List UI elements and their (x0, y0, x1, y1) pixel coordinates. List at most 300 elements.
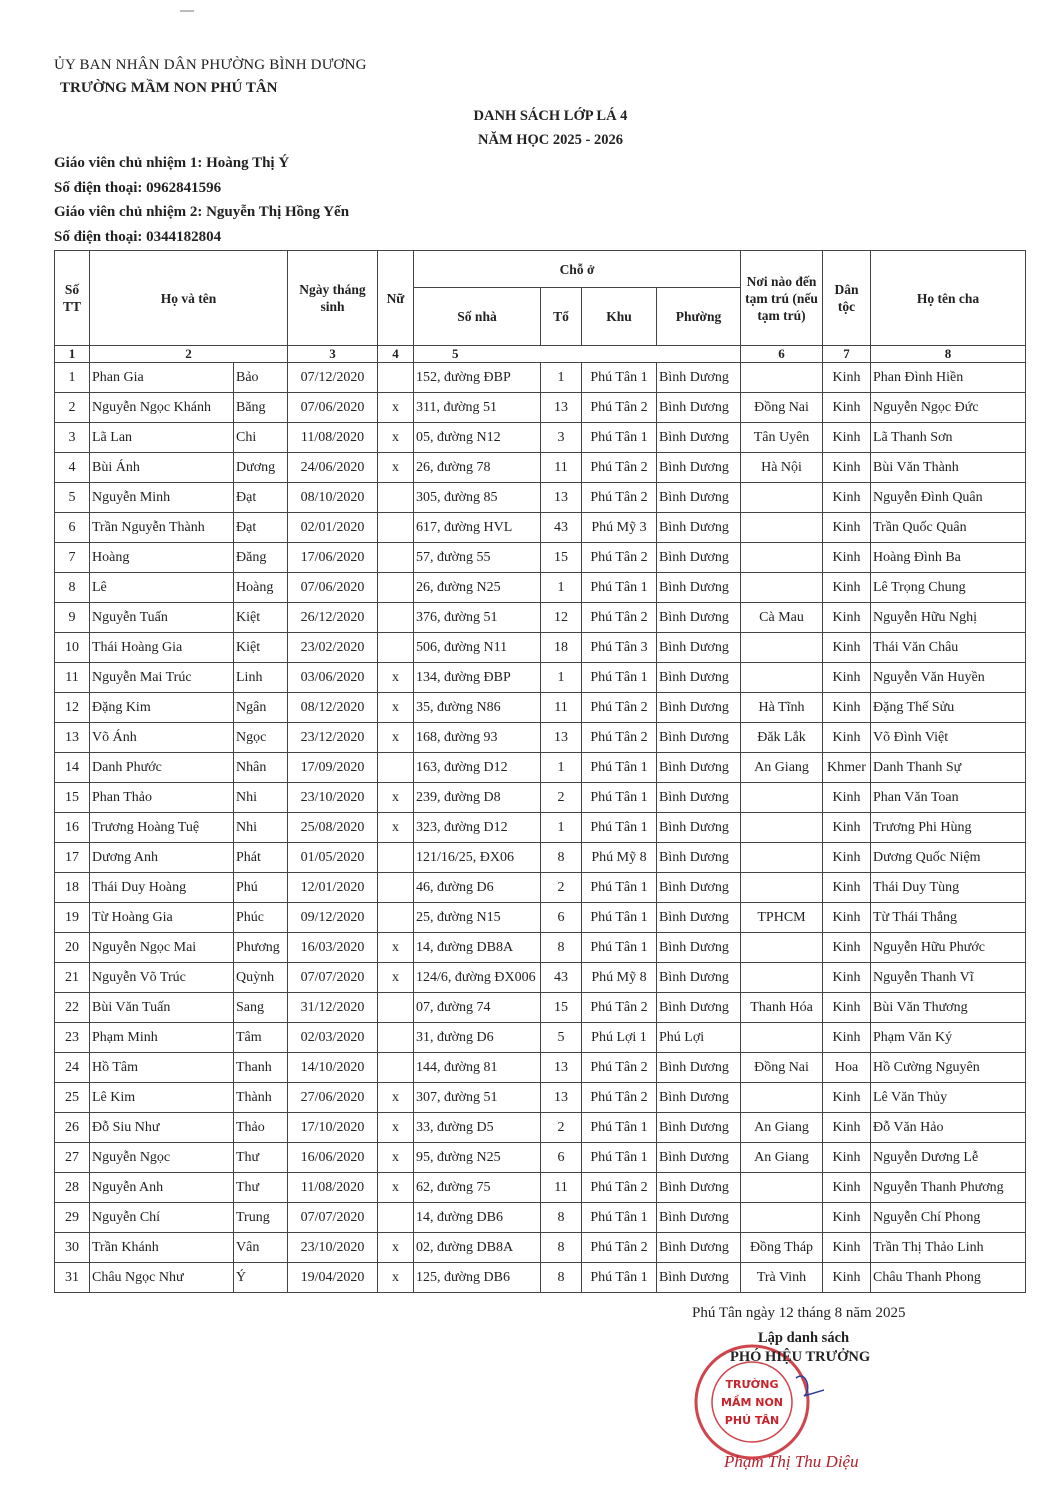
teacher-2-phone: Số điện thoại: 0344182804 (54, 229, 222, 245)
header-father: Họ tên cha (871, 251, 1026, 346)
student-khu: Phú Tân 1 (582, 573, 657, 603)
student-dob: 02/03/2020 (288, 1023, 378, 1053)
student-phuong: Bình Dương (657, 1143, 741, 1173)
student-dob: 17/10/2020 (288, 1113, 378, 1143)
col-num: 2 (90, 346, 288, 363)
student-ethnicity: Hoa (823, 1053, 871, 1083)
student-father-name: Phan Đình Hiền (871, 363, 1026, 393)
student-number: 10 (55, 633, 90, 663)
student-to: 18 (541, 633, 582, 663)
student-dob: 25/08/2020 (288, 813, 378, 843)
student-surname: Nguyễn Ngọc Khánh (90, 393, 234, 423)
student-father-name: Thái Văn Châu (871, 633, 1026, 663)
student-phuong: Bình Dương (657, 843, 741, 873)
student-father-name: Nguyễn Đình Quân (871, 483, 1026, 513)
table-row (55, 663, 1026, 693)
student-khu: Phú Tân 2 (582, 1173, 657, 1203)
student-temp-residence (741, 933, 823, 963)
student-surname: Hồ Tâm (90, 1053, 234, 1083)
scan-mark (180, 10, 194, 12)
student-surname: Thái Hoàng Gia (90, 633, 234, 663)
student-dob: 08/10/2020 (288, 483, 378, 513)
student-dob: 07/07/2020 (288, 963, 378, 993)
signer-name: Phạm Thị Thu Diệu (724, 1452, 859, 1471)
student-female-mark (378, 993, 414, 1023)
student-khu: Phú Tân 1 (582, 1143, 657, 1173)
student-temp-residence: Trà Vinh (741, 1263, 823, 1293)
student-father-name: Trần Quốc Quân (871, 513, 1026, 543)
student-temp-residence (741, 1023, 823, 1053)
student-phuong: Bình Dương (657, 933, 741, 963)
student-ethnicity: Kinh (823, 453, 871, 483)
student-female-mark: x (378, 933, 414, 963)
student-ethnicity: Kinh (823, 723, 871, 753)
student-given-name: Đạt (234, 483, 288, 513)
student-house-address: 152, đường ĐBP (414, 363, 541, 393)
student-house-address: 144, đường 81 (414, 1053, 541, 1083)
student-house-address: 323, đường D12 (414, 813, 541, 843)
table-row (55, 393, 1026, 423)
student-female-mark (378, 633, 414, 663)
student-house-address: 31, đường D6 (414, 1023, 541, 1053)
table-row (55, 993, 1026, 1023)
student-to: 8 (541, 1263, 582, 1293)
student-surname: Lê (90, 573, 234, 603)
student-number: 19 (55, 903, 90, 933)
column-number-row (55, 346, 1026, 363)
student-female-mark: x (378, 1113, 414, 1143)
student-surname: Từ Hoàng Gia (90, 903, 234, 933)
student-phuong: Bình Dương (657, 1083, 741, 1113)
student-given-name: Quỳnh (234, 963, 288, 993)
student-surname: Nguyễn Minh (90, 483, 234, 513)
student-father-name: Trương Phi Hùng (871, 813, 1026, 843)
student-phuong: Bình Dương (657, 393, 741, 423)
student-to: 8 (541, 843, 582, 873)
student-khu: Phú Tân 1 (582, 1113, 657, 1143)
table-row (55, 513, 1026, 543)
student-dob: 09/12/2020 (288, 903, 378, 933)
header-stt: Số TT (55, 251, 90, 346)
student-phuong: Bình Dương (657, 693, 741, 723)
table-row (55, 603, 1026, 633)
student-female-mark (378, 513, 414, 543)
table-row (55, 423, 1026, 453)
student-surname: Nguyễn Võ Trúc (90, 963, 234, 993)
col-num: 1 (55, 346, 90, 363)
student-given-name: Băng (234, 393, 288, 423)
student-dob: 11/08/2020 (288, 423, 378, 453)
student-female-mark: x (378, 1083, 414, 1113)
student-father-name: Nguyễn Chí Phong (871, 1203, 1026, 1233)
student-given-name: Bảo (234, 363, 288, 393)
school-year: NĂM HỌC 2025 - 2026 (478, 132, 623, 148)
student-surname: Đỗ Siu Như (90, 1113, 234, 1143)
student-father-name: Phạm Văn Ký (871, 1023, 1026, 1053)
student-number: 3 (55, 423, 90, 453)
student-number: 24 (55, 1053, 90, 1083)
header-name: Họ và tên (90, 251, 288, 346)
student-given-name: Vân (234, 1233, 288, 1263)
student-female-mark: x (378, 1143, 414, 1173)
student-table (54, 250, 1026, 1293)
student-ethnicity: Kinh (823, 933, 871, 963)
student-house-address: 57, đường 55 (414, 543, 541, 573)
student-to: 15 (541, 993, 582, 1023)
student-to: 2 (541, 1113, 582, 1143)
header-to: Tổ (541, 288, 582, 346)
student-given-name: Sang (234, 993, 288, 1023)
student-number: 31 (55, 1263, 90, 1293)
student-dob: 17/09/2020 (288, 753, 378, 783)
student-number: 15 (55, 783, 90, 813)
table-row (55, 1203, 1026, 1233)
student-given-name: Thảo (234, 1113, 288, 1143)
student-surname: Lê Kim (90, 1083, 234, 1113)
student-female-mark (378, 483, 414, 513)
student-temp-residence: Thanh Hóa (741, 993, 823, 1023)
student-father-name: Bùi Văn Thương (871, 993, 1026, 1023)
student-house-address: 35, đường N86 (414, 693, 541, 723)
student-khu: Phú Tân 1 (582, 663, 657, 693)
student-female-mark: x (378, 393, 414, 423)
student-house-address: 125, đường DB6 (414, 1263, 541, 1293)
student-to: 6 (541, 1143, 582, 1173)
student-father-name: Thái Duy Tùng (871, 873, 1026, 903)
student-father-name: Danh Thanh Sự (871, 753, 1026, 783)
stamp-text-1: TRƯỜNG (725, 1378, 779, 1391)
student-number: 29 (55, 1203, 90, 1233)
student-to: 11 (541, 1173, 582, 1203)
student-house-address: 02, đường DB8A (414, 1233, 541, 1263)
student-to: 8 (541, 1233, 582, 1263)
student-given-name: Tâm (234, 1023, 288, 1053)
teacher-1-phone: Số điện thoại: 0962841596 (54, 180, 222, 196)
student-ethnicity: Kinh (823, 603, 871, 633)
header-khu: Khu (582, 288, 657, 346)
student-father-name: Châu Thanh Phong (871, 1263, 1026, 1293)
student-ethnicity: Kinh (823, 1233, 871, 1263)
table-row (55, 363, 1026, 393)
student-house-address: 124/6, đường ĐX006 (414, 963, 541, 993)
student-number: 21 (55, 963, 90, 993)
student-female-mark (378, 603, 414, 633)
student-khu: Phú Mỹ 8 (582, 843, 657, 873)
student-female-mark: x (378, 813, 414, 843)
student-father-name: Đỗ Văn Hảo (871, 1113, 1026, 1143)
student-to: 13 (541, 483, 582, 513)
student-temp-residence (741, 543, 823, 573)
student-surname: Đặng Kim (90, 693, 234, 723)
student-temp-residence: Hà Nội (741, 453, 823, 483)
student-surname: Trần Khánh (90, 1233, 234, 1263)
student-female-mark (378, 543, 414, 573)
student-given-name: Phương (234, 933, 288, 963)
student-dob: 07/06/2020 (288, 573, 378, 603)
student-house-address: 168, đường 93 (414, 723, 541, 753)
student-dob: 07/06/2020 (288, 393, 378, 423)
student-ethnicity: Kinh (823, 633, 871, 663)
student-house-address: 07, đường 74 (414, 993, 541, 1023)
student-surname: Danh Phước (90, 753, 234, 783)
student-surname: Dương Anh (90, 843, 234, 873)
student-phuong: Bình Dương (657, 513, 741, 543)
student-phuong: Bình Dương (657, 483, 741, 513)
student-dob: 07/07/2020 (288, 1203, 378, 1233)
student-dob: 07/12/2020 (288, 363, 378, 393)
student-phuong: Bình Dương (657, 573, 741, 603)
student-khu: Phú Tân 2 (582, 1053, 657, 1083)
student-dob: 27/06/2020 (288, 1083, 378, 1113)
header-female: Nữ (378, 251, 414, 346)
student-ethnicity: Kinh (823, 393, 871, 423)
student-female-mark: x (378, 1173, 414, 1203)
student-ethnicity: Kinh (823, 873, 871, 903)
student-dob: 23/12/2020 (288, 723, 378, 753)
table-row (55, 783, 1026, 813)
student-ethnicity: Kinh (823, 963, 871, 993)
student-phuong: Bình Dương (657, 453, 741, 483)
student-father-name: Lê Trọng Chung (871, 573, 1026, 603)
student-surname: Phan Gia (90, 363, 234, 393)
student-temp-residence (741, 1083, 823, 1113)
student-temp-residence: An Giang (741, 753, 823, 783)
table-row (55, 1053, 1026, 1083)
student-given-name: Thanh (234, 1053, 288, 1083)
student-khu: Phú Tân 2 (582, 693, 657, 723)
student-father-name: Nguyễn Hữu Phước (871, 933, 1026, 963)
student-to: 6 (541, 903, 582, 933)
table-row (55, 1173, 1026, 1203)
student-house-address: 25, đường N15 (414, 903, 541, 933)
student-phuong: Bình Dương (657, 993, 741, 1023)
col-num: 7 (823, 346, 871, 363)
student-surname: Nguyễn Ngọc (90, 1143, 234, 1173)
student-number: 9 (55, 603, 90, 633)
header-temp-residence: Nơi nào đến tạm trú (nếu tạm trú) (741, 251, 823, 346)
student-given-name: Đăng (234, 543, 288, 573)
student-number: 26 (55, 1113, 90, 1143)
student-given-name: Kiệt (234, 633, 288, 663)
student-given-name: Nhân (234, 753, 288, 783)
student-ethnicity: Kinh (823, 1143, 871, 1173)
student-number: 6 (55, 513, 90, 543)
student-to: 15 (541, 543, 582, 573)
student-female-mark: x (378, 963, 414, 993)
student-phuong: Bình Dương (657, 723, 741, 753)
student-given-name: Ngọc (234, 723, 288, 753)
student-number: 4 (55, 453, 90, 483)
col-num: 6 (741, 346, 823, 363)
student-phuong: Bình Dương (657, 963, 741, 993)
student-khu: Phú Tân 2 (582, 543, 657, 573)
student-father-name: Từ Thái Thắng (871, 903, 1026, 933)
student-ethnicity: Kinh (823, 423, 871, 453)
student-surname: Bùi Ánh (90, 453, 234, 483)
table-row (55, 633, 1026, 663)
student-female-mark (378, 753, 414, 783)
student-dob: 19/04/2020 (288, 1263, 378, 1293)
student-phuong: Bình Dương (657, 783, 741, 813)
student-khu: Phú Tân 1 (582, 873, 657, 903)
table-row (55, 1113, 1026, 1143)
col-num: 3 (288, 346, 378, 363)
student-khu: Phú Tân 2 (582, 1233, 657, 1263)
student-khu: Phú Tân 1 (582, 363, 657, 393)
student-to: 5 (541, 1023, 582, 1053)
student-female-mark (378, 1023, 414, 1053)
student-dob: 11/08/2020 (288, 1173, 378, 1203)
student-temp-residence (741, 783, 823, 813)
student-given-name: Thành (234, 1083, 288, 1113)
student-ethnicity: Khmer (823, 753, 871, 783)
student-father-name: Đặng Thế Sửu (871, 693, 1026, 723)
student-father-name: Dương Quốc Niệm (871, 843, 1026, 873)
student-phuong: Bình Dương (657, 363, 741, 393)
student-ethnicity: Kinh (823, 1173, 871, 1203)
student-number: 7 (55, 543, 90, 573)
student-number: 5 (55, 483, 90, 513)
student-to: 1 (541, 663, 582, 693)
student-phuong: Bình Dương (657, 1053, 741, 1083)
student-number: 11 (55, 663, 90, 693)
student-house-address: 163, đường D12 (414, 753, 541, 783)
student-number: 14 (55, 753, 90, 783)
student-father-name: Nguyễn Hữu Nghị (871, 603, 1026, 633)
student-house-address: 134, đường ĐBP (414, 663, 541, 693)
school-name: TRƯỜNG MẦM NON PHÚ TÂN (60, 80, 278, 96)
student-father-name: Lê Văn Thủy (871, 1083, 1026, 1113)
student-given-name: Ngân (234, 693, 288, 723)
student-surname: Trương Hoàng Tuệ (90, 813, 234, 843)
student-to: 1 (541, 753, 582, 783)
student-house-address: 376, đường 51 (414, 603, 541, 633)
student-to: 1 (541, 813, 582, 843)
student-father-name: Trần Thị Thảo Linh (871, 1233, 1026, 1263)
student-ethnicity: Kinh (823, 903, 871, 933)
header-ethnic: Dân tộc (823, 251, 871, 346)
student-to: 2 (541, 783, 582, 813)
student-surname: Nguyễn Tuấn (90, 603, 234, 633)
table-row (55, 693, 1026, 723)
student-to: 11 (541, 693, 582, 723)
student-dob: 26/12/2020 (288, 603, 378, 633)
student-temp-residence: Tân Uyên (741, 423, 823, 453)
student-ethnicity: Kinh (823, 1023, 871, 1053)
student-house-address: 305, đường 85 (414, 483, 541, 513)
table-row (55, 933, 1026, 963)
student-number: 13 (55, 723, 90, 753)
student-given-name: Phúc (234, 903, 288, 933)
header-dob: Ngày tháng sinh (288, 251, 378, 346)
student-temp-residence: Đồng Nai (741, 393, 823, 423)
student-dob: 16/03/2020 (288, 933, 378, 963)
student-number: 22 (55, 993, 90, 1023)
student-surname: Võ Ánh (90, 723, 234, 753)
teacher-2: Giáo viên chủ nhiệm 2: Nguyễn Thị Hồng Yến (54, 204, 350, 220)
student-house-address: 307, đường 51 (414, 1083, 541, 1113)
student-temp-residence: Đồng Nai (741, 1053, 823, 1083)
student-ethnicity: Kinh (823, 1113, 871, 1143)
student-to: 1 (541, 573, 582, 603)
student-khu: Phú Tân 2 (582, 603, 657, 633)
student-house-address: 121/16/25, ĐX06 (414, 843, 541, 873)
table-row (55, 813, 1026, 843)
student-ethnicity: Kinh (823, 363, 871, 393)
student-ethnicity: Kinh (823, 813, 871, 843)
student-khu: Phú Mỹ 3 (582, 513, 657, 543)
student-surname: Nguyễn Ngọc Mai (90, 933, 234, 963)
stamp-text-2: MẦM NON (721, 1396, 783, 1409)
table-row (55, 723, 1026, 753)
student-ethnicity: Kinh (823, 1263, 871, 1293)
student-khu: Phú Tân 2 (582, 723, 657, 753)
student-father-name: Nguyễn Văn Huyền (871, 663, 1026, 693)
student-female-mark: x (378, 453, 414, 483)
student-ethnicity: Kinh (823, 573, 871, 603)
student-house-address: 46, đường D6 (414, 873, 541, 903)
student-father-name: Bùi Văn Thành (871, 453, 1026, 483)
student-khu: Phú Tân 2 (582, 993, 657, 1023)
col-num: 8 (871, 346, 1026, 363)
student-father-name: Nguyễn Dương Lễ (871, 1143, 1026, 1173)
student-number: 8 (55, 573, 90, 603)
table-row (55, 483, 1026, 513)
authority-name: ỦY BAN NHÂN DÂN PHƯỜNG BÌNH DƯƠNG (54, 57, 367, 73)
col-num: 4 (378, 346, 414, 363)
student-given-name: Phú (234, 873, 288, 903)
student-temp-residence: TPHCM (741, 903, 823, 933)
table-row (55, 1263, 1026, 1293)
student-female-mark (378, 843, 414, 873)
student-phuong: Bình Dương (657, 873, 741, 903)
student-khu: Phú Tân 1 (582, 423, 657, 453)
table-row (55, 1083, 1026, 1113)
header-house: Số nhà (414, 288, 541, 346)
student-dob: 08/12/2020 (288, 693, 378, 723)
student-number: 18 (55, 873, 90, 903)
student-female-mark: x (378, 723, 414, 753)
student-given-name: Linh (234, 663, 288, 693)
student-given-name: Nhi (234, 813, 288, 843)
student-temp-residence: Đồng Tháp (741, 1233, 823, 1263)
student-female-mark (378, 1053, 414, 1083)
student-father-name: Hoàng Đình Ba (871, 543, 1026, 573)
student-female-mark (378, 573, 414, 603)
student-surname: Nguyễn Anh (90, 1173, 234, 1203)
student-to: 3 (541, 423, 582, 453)
student-phuong: Bình Dương (657, 603, 741, 633)
student-given-name: Đạt (234, 513, 288, 543)
student-given-name: Trung (234, 1203, 288, 1233)
table-row (55, 543, 1026, 573)
student-khu: Phú Lợi 1 (582, 1023, 657, 1053)
student-to: 13 (541, 393, 582, 423)
student-khu: Phú Tân 1 (582, 1263, 657, 1293)
prepared-by: Lập danh sách (758, 1330, 850, 1346)
student-temp-residence (741, 963, 823, 993)
student-number: 2 (55, 393, 90, 423)
student-khu: Phú Mỹ 8 (582, 963, 657, 993)
student-khu: Phú Tân 1 (582, 753, 657, 783)
header-residence: Chỗ ở (414, 251, 741, 288)
student-dob: 16/06/2020 (288, 1143, 378, 1173)
student-given-name: Kiệt (234, 603, 288, 633)
student-house-address: 62, đường 75 (414, 1173, 541, 1203)
student-surname: Bùi Văn Tuấn (90, 993, 234, 1023)
student-temp-residence (741, 873, 823, 903)
student-temp-residence (741, 1173, 823, 1203)
